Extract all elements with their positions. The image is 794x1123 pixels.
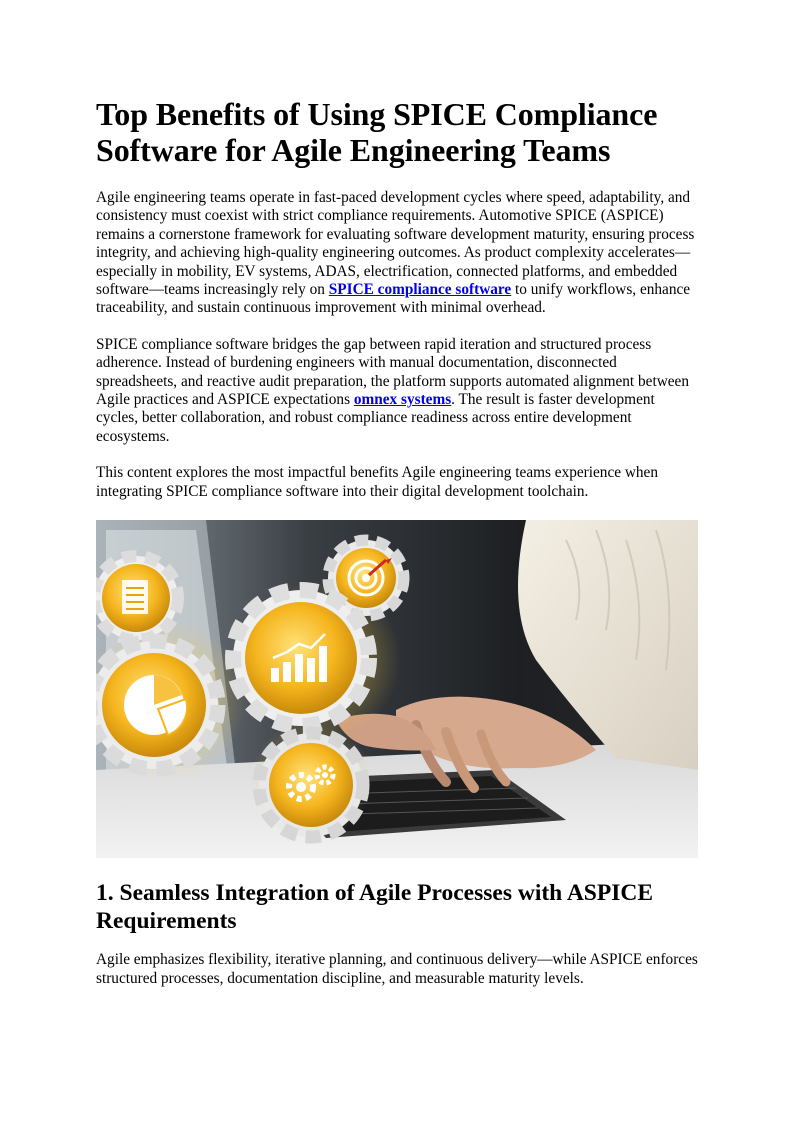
section-1-paragraph: Agile emphasizes flexibility, iterative planning, and continuous delivery—while ASPICE enforces structured processes, documentation discipline, and measurable maturity levels.	[96, 951, 698, 987]
intro-text-1: Agile engineering teams operate in fast-paced development cycles where speed, adaptability, and consistency must coexist with strict compliance requirements. Automotive SPICE (ASPICE) remains a cornerstone framework for evaluating software development maturity, ensuring process integrity, and achieving high-quality engineering outcomes. As product complexity accelerates—especially in mobility, EV systems, ADAS, electrification, connected platforms, and embedded software—teams increasingly rely on	[96, 189, 695, 299]
explore-paragraph: This content explores the most impactful benefits Agile engineering teams experience when integrating SPICE compliance software into their digital development toolchain.	[96, 464, 658, 500]
intro-paragraph	[96, 189, 698, 318]
omnex-systems-link[interactable]: omnex systems	[353, 391, 452, 409]
bridge-text-2: . The result is faster development cycles, better collaboration, and robust compliance readiness across entire development ecosystems.	[96, 391, 655, 445]
spice-compliance-software-link[interactable]: SPICE compliance software	[328, 281, 512, 299]
document-page	[96, 96, 698, 988]
bridge-paragraph	[96, 336, 698, 446]
section-heading-1: 1. Seamless Integration of Agile Processes with ASPICE Requirements	[96, 880, 654, 934]
hero-image-laptop-gears	[96, 520, 698, 858]
intro-text-2: to unify workflows, enhance traceability, and sustain continuous improvement with minimal overhead.	[96, 281, 691, 317]
page-title: Top Benefits of Using SPICE Compliance Software for Agile Engineering Teams	[96, 96, 658, 168]
bridge-text-1: SPICE compliance software bridges the gap between rapid iteration and structured process adherence. Instead of burdening engineers with manual documentation, disconnected spreadsheets, and reactive audit preparation, the platform supports automated alignment between Agile practices and ASPICE expectations	[96, 335, 689, 409]
